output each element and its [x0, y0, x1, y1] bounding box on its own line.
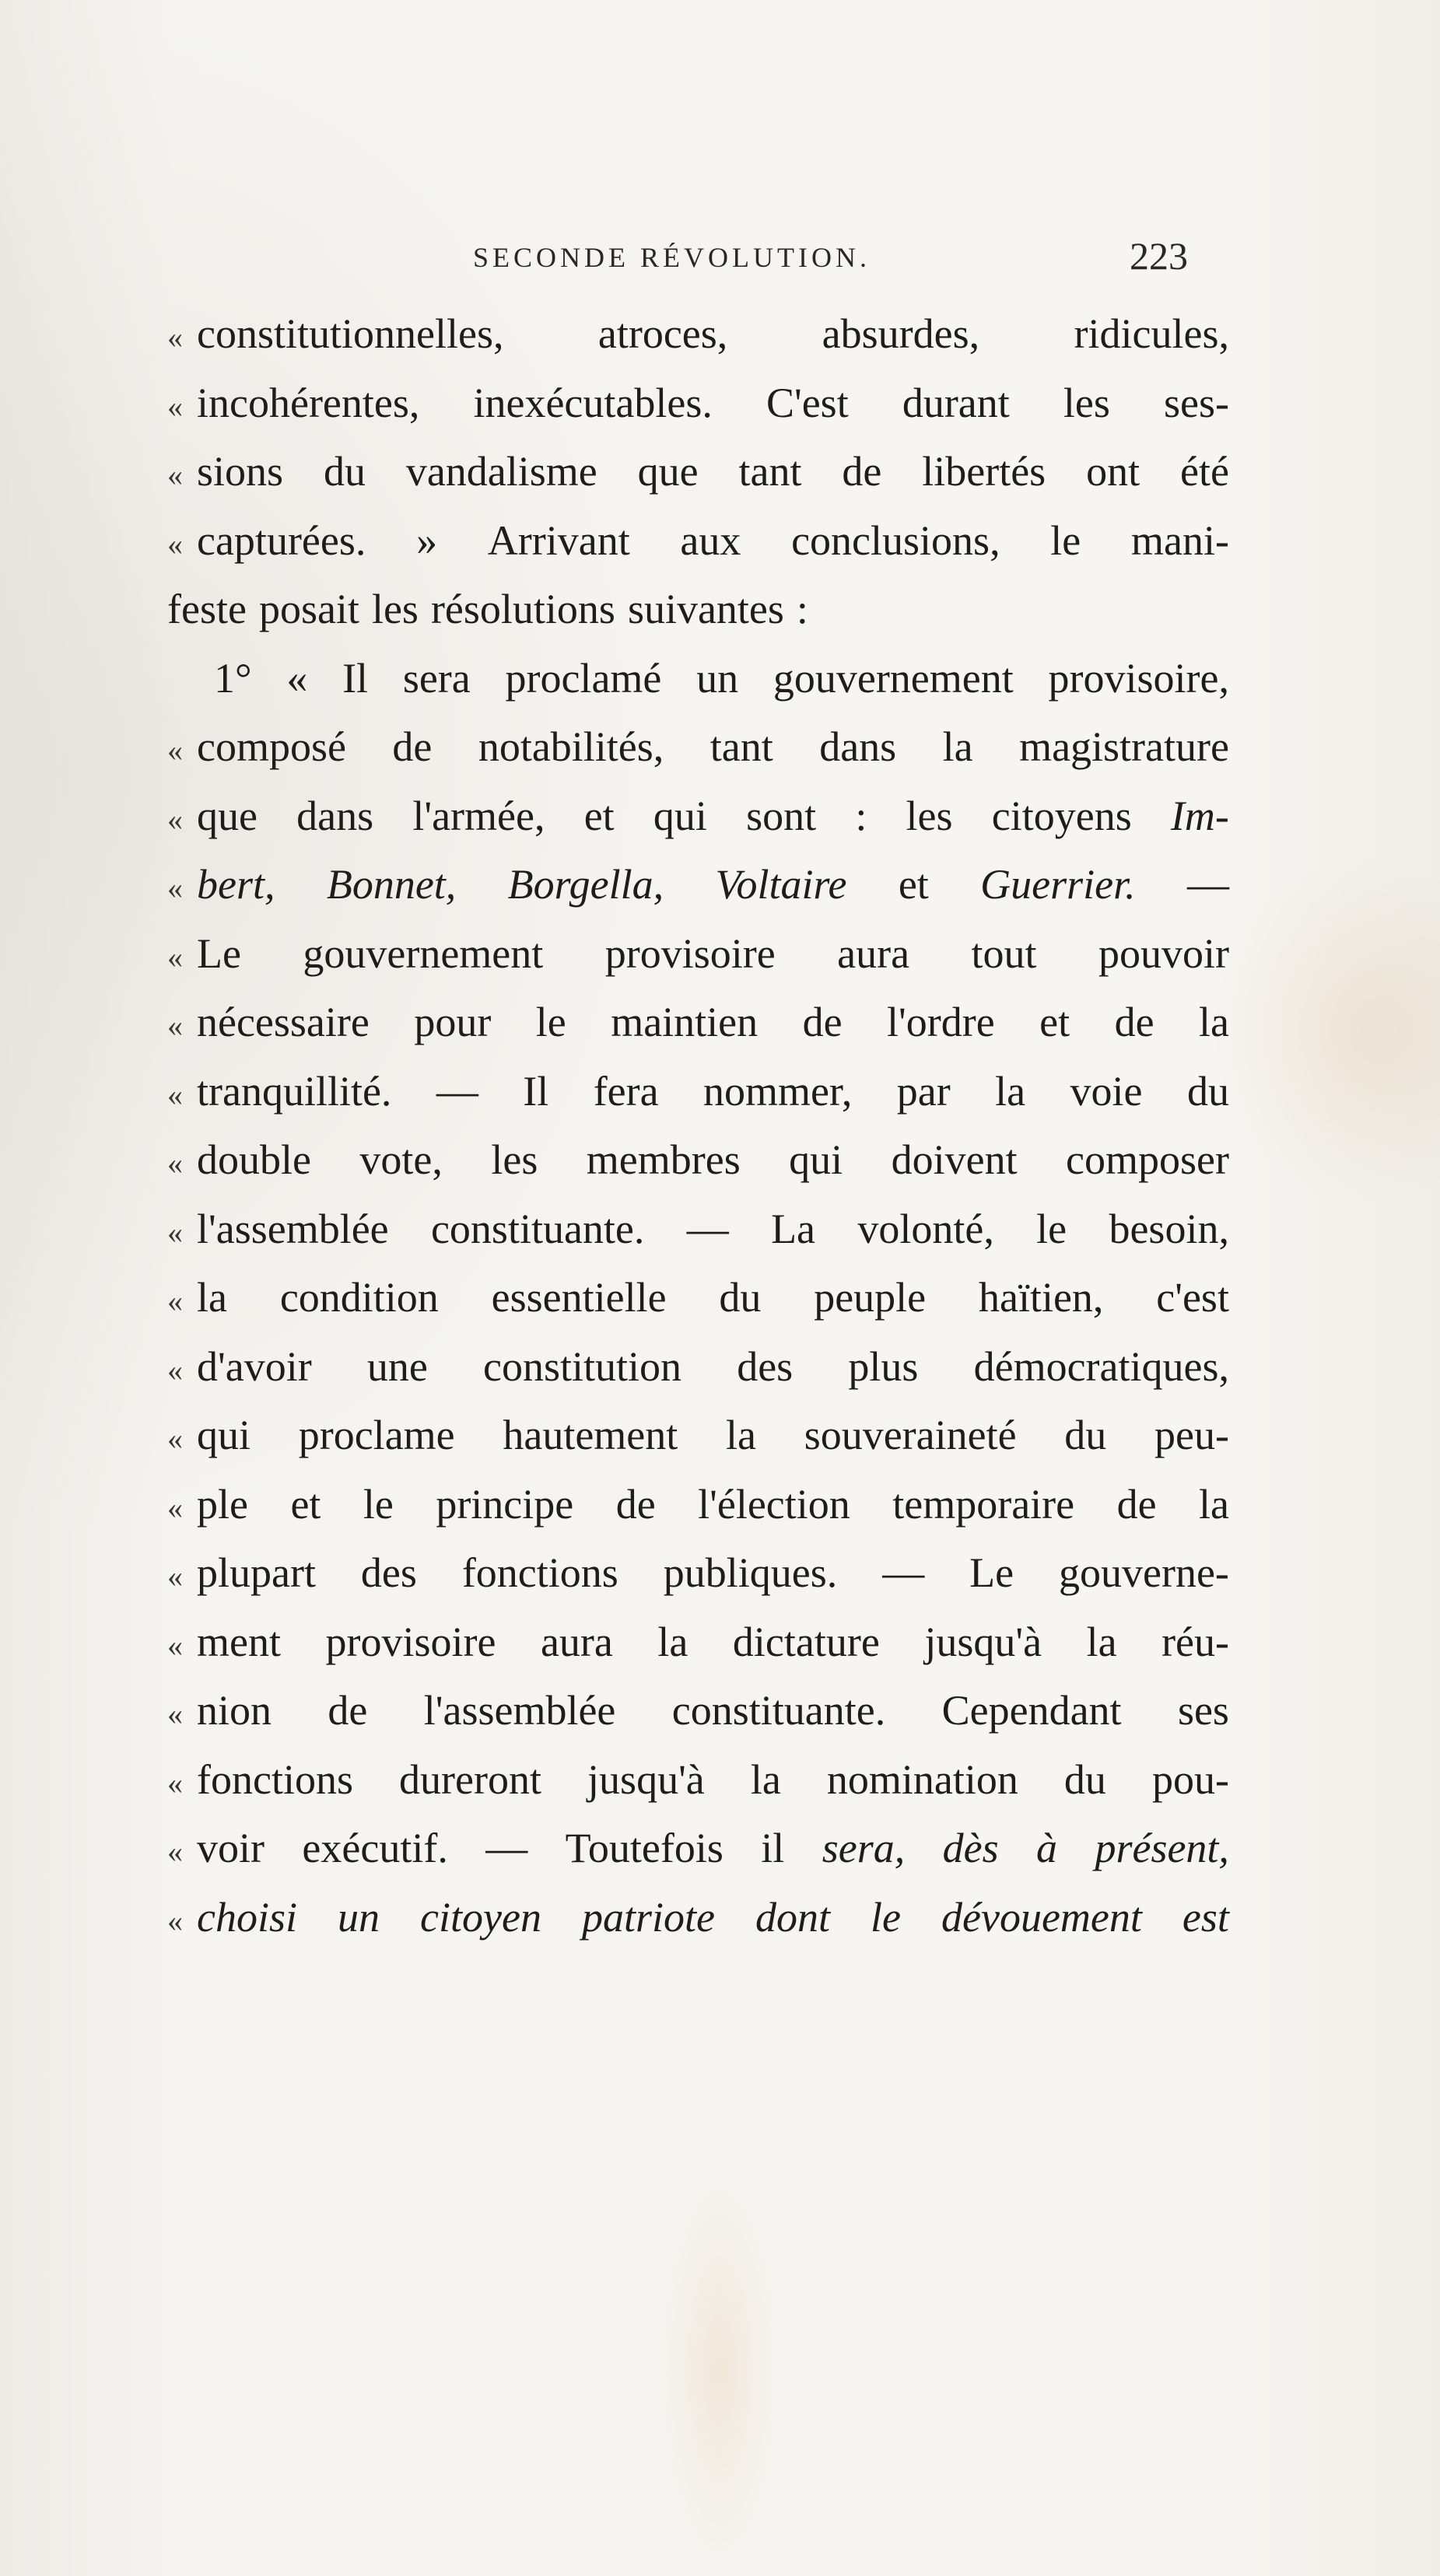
word: la — [657, 1618, 688, 1665]
word: incohérentes, — [197, 379, 420, 426]
word: voie — [1070, 1067, 1143, 1115]
word: ple — [197, 1480, 248, 1528]
text-line — [167, 998, 1229, 1067]
word: publiques. — [663, 1549, 838, 1596]
word: besoin, — [1109, 1205, 1229, 1252]
text-line — [167, 1686, 1229, 1755]
word: le — [871, 1893, 901, 1941]
word: un — [338, 1893, 380, 1941]
word: — — [686, 1205, 729, 1252]
text-line — [167, 723, 1229, 792]
word: réu- — [1161, 1618, 1229, 1665]
word: haïtien, — [978, 1274, 1104, 1321]
word: bert, — [197, 861, 275, 908]
word: sera, — [822, 1825, 906, 1871]
text-line — [167, 1618, 1229, 1687]
quote-mark: « — [167, 320, 183, 355]
word: la — [726, 1412, 756, 1458]
word: Le — [197, 929, 241, 977]
word: exécutif. — [302, 1825, 448, 1871]
word: de — [615, 1480, 656, 1528]
word: — — [436, 1067, 478, 1115]
word: du — [323, 448, 366, 495]
word: Im- — [1170, 792, 1229, 839]
word: tant — [738, 448, 802, 495]
word: — — [882, 1549, 925, 1596]
word: de — [392, 723, 433, 770]
word: la — [197, 1274, 227, 1321]
word: été — [1180, 448, 1229, 495]
word: peuple — [814, 1274, 927, 1321]
word: de — [1116, 1480, 1157, 1528]
word: ridicules, — [1074, 310, 1229, 357]
word: l'assemblée — [423, 1687, 616, 1734]
word: des — [360, 1549, 417, 1596]
word: Voltaire — [715, 861, 847, 908]
word: Le — [969, 1549, 1014, 1596]
quote-mark: « — [167, 1352, 183, 1388]
word: Cependant — [941, 1687, 1122, 1734]
word: de — [842, 448, 882, 495]
word: que — [637, 448, 699, 495]
word: suivantes — [627, 586, 784, 632]
word: constitution — [483, 1342, 682, 1390]
word: proclame — [298, 1412, 455, 1458]
word: et — [898, 861, 929, 908]
word: dévouement — [941, 1893, 1142, 1941]
text-line — [167, 1411, 1229, 1480]
word: aura — [837, 929, 910, 977]
word: « — [286, 654, 308, 702]
word: membres — [586, 1136, 741, 1183]
word: feste — [167, 586, 247, 632]
text-line — [167, 447, 1229, 516]
word: ses — [1177, 1687, 1229, 1734]
word: gouverne- — [1059, 1549, 1229, 1596]
word: de — [328, 1687, 368, 1734]
word: sera — [402, 654, 471, 702]
word: : — [855, 792, 867, 839]
word: d'avoir — [197, 1342, 312, 1390]
word: provisoire — [604, 929, 776, 977]
word: le — [1050, 516, 1081, 564]
word: ses- — [1163, 379, 1229, 426]
word: Bonnet, — [326, 861, 457, 908]
word: Toutefois — [565, 1825, 724, 1871]
word: peu- — [1154, 1412, 1229, 1458]
word: un — [696, 654, 739, 702]
word: plus — [848, 1342, 919, 1390]
word: les — [491, 1136, 538, 1183]
word: de — [802, 999, 843, 1045]
word: dans — [296, 792, 374, 839]
word: constitutionnelles, — [197, 310, 504, 357]
word: composer — [1066, 1136, 1229, 1183]
word: du — [1063, 1755, 1106, 1803]
word: vandalisme — [405, 448, 597, 495]
text-line — [167, 1205, 1229, 1274]
running-head-title: SECONDE RÉVOLUTION. — [473, 242, 871, 273]
word: des — [737, 1342, 794, 1390]
word: durant — [902, 379, 1010, 426]
word: tout — [971, 929, 1037, 977]
word: vote, — [359, 1136, 443, 1183]
word: notabilités, — [478, 723, 664, 770]
body-text — [167, 310, 1229, 1962]
word: c'est — [1156, 1274, 1229, 1321]
word: » — [416, 516, 438, 564]
text-line — [167, 1067, 1229, 1136]
word: temporaire — [892, 1480, 1075, 1528]
page-number: 223 — [1130, 234, 1188, 278]
word: résolutions — [430, 586, 615, 632]
word: l'élection — [698, 1480, 850, 1528]
word: tant — [709, 723, 773, 770]
word: tranquillité. — [197, 1067, 392, 1115]
word: Il — [342, 654, 369, 702]
word: la — [1086, 1618, 1117, 1665]
quote-mark: « — [167, 1146, 183, 1181]
word: absurdes, — [822, 310, 980, 357]
word: mani- — [1130, 516, 1229, 564]
word: dès — [942, 1825, 999, 1871]
quote-mark: « — [167, 526, 183, 562]
text-line — [167, 1136, 1229, 1205]
text-line — [167, 860, 1229, 929]
quote-mark: « — [167, 1902, 183, 1938]
word: qui — [789, 1136, 843, 1183]
word: — — [485, 1825, 528, 1871]
word: conclusions, — [791, 516, 1000, 564]
word: l'armée, — [412, 792, 545, 839]
word: il — [761, 1825, 785, 1871]
word: constituante. — [430, 1205, 645, 1252]
word: maintien — [611, 999, 759, 1045]
quote-mark: « — [167, 1489, 183, 1525]
word: 1° — [214, 654, 252, 702]
word: citoyens — [991, 792, 1132, 839]
word: la — [995, 1067, 1026, 1115]
word: pou- — [1151, 1755, 1229, 1803]
quote-mark: « — [167, 1627, 183, 1663]
word: une — [366, 1342, 428, 1390]
word: fera — [593, 1067, 659, 1115]
word: atroces, — [597, 310, 728, 357]
word: le — [535, 999, 566, 1045]
word: le — [363, 1480, 394, 1528]
word: sions — [197, 448, 284, 495]
text-line — [167, 1342, 1229, 1412]
word: capturées. — [197, 516, 366, 564]
word: Borgella, — [507, 861, 664, 908]
text-line — [167, 1824, 1229, 1893]
text-line — [167, 1273, 1229, 1342]
word: nécessaire — [197, 999, 370, 1045]
word: jusqu'à — [587, 1755, 705, 1803]
word: libertés — [922, 448, 1046, 495]
word: gouvernement — [303, 929, 544, 977]
word: les — [906, 792, 953, 839]
word: la — [1199, 1480, 1229, 1528]
word: dictature — [732, 1618, 880, 1665]
word: gouvernement — [773, 654, 1014, 702]
text-line — [167, 585, 1229, 654]
word: le — [1036, 1205, 1067, 1252]
word: les — [1063, 379, 1110, 426]
word: inexécutables. — [473, 379, 713, 426]
running-head — [0, 233, 1440, 280]
word: pour — [414, 999, 492, 1045]
word: est — [1182, 1893, 1229, 1941]
word: proclamé — [505, 654, 662, 702]
word: essentielle — [491, 1274, 667, 1321]
word: patriote — [581, 1893, 715, 1941]
word: — — [1187, 861, 1229, 908]
quote-mark: « — [167, 1765, 183, 1801]
word: pouvoir — [1098, 929, 1229, 977]
word: choisi — [197, 1893, 297, 1941]
word: aura — [540, 1618, 613, 1665]
word: du — [719, 1274, 762, 1321]
word: volonté, — [857, 1205, 994, 1252]
word: nion — [197, 1687, 272, 1734]
word: hautement — [503, 1412, 678, 1458]
word: du — [1186, 1067, 1229, 1115]
word: la — [750, 1755, 781, 1803]
word: sont — [746, 792, 817, 839]
word: nomination — [826, 1755, 1018, 1803]
text-line — [167, 379, 1229, 448]
text-line — [167, 1480, 1229, 1549]
word: et — [1039, 999, 1070, 1045]
word: C'est — [766, 379, 849, 426]
word: citoyen — [420, 1893, 541, 1941]
quote-mark: « — [167, 1214, 183, 1250]
word: qui — [653, 792, 707, 839]
quote-mark: « — [167, 1559, 183, 1594]
word: provisoire — [325, 1618, 496, 1665]
word: la — [1199, 999, 1229, 1045]
quote-mark: « — [167, 939, 183, 975]
word: ment — [197, 1618, 281, 1665]
word: dans — [819, 723, 897, 770]
word: nommer, — [703, 1067, 853, 1115]
word: souveraineté — [804, 1412, 1017, 1458]
word: qui — [197, 1412, 251, 1458]
word: et — [290, 1480, 321, 1528]
word: jusqu'à — [924, 1618, 1042, 1665]
word: les — [371, 586, 419, 632]
quote-mark: « — [167, 457, 183, 492]
quote-mark: « — [167, 1008, 183, 1043]
quote-mark: « — [167, 1283, 183, 1318]
word: La — [771, 1205, 816, 1252]
quote-mark: « — [167, 1421, 183, 1456]
word: double — [197, 1136, 311, 1183]
word: principe — [436, 1480, 574, 1528]
word: aux — [680, 516, 741, 564]
text-line — [167, 654, 1229, 723]
word: de — [1114, 999, 1154, 1045]
word: Arrivant — [487, 516, 630, 564]
word: fonctions — [461, 1549, 618, 1596]
word: voir — [197, 1825, 265, 1871]
word: composé — [197, 723, 346, 770]
word: Il — [523, 1067, 549, 1115]
quote-mark: « — [167, 388, 183, 424]
word: à — [1036, 1825, 1058, 1871]
word: que — [197, 792, 258, 839]
word: ont — [1086, 448, 1140, 495]
word: posait — [258, 586, 359, 632]
quote-mark: « — [167, 733, 183, 768]
word: et — [583, 792, 615, 839]
word: dont — [755, 1893, 830, 1941]
word: : — [796, 586, 808, 632]
quote-mark: « — [167, 801, 183, 837]
quote-mark: « — [167, 870, 183, 905]
quote-mark: « — [167, 1076, 183, 1112]
text-line — [167, 516, 1229, 586]
quote-mark: « — [167, 1834, 183, 1869]
text-line — [167, 929, 1229, 999]
word: du — [1064, 1412, 1107, 1458]
word: l'ordre — [887, 999, 995, 1045]
word: l'assemblée — [197, 1205, 389, 1252]
word: provisoire, — [1048, 654, 1229, 702]
word: démocratiques, — [973, 1342, 1229, 1390]
word: la — [942, 723, 973, 770]
word: fonctions — [197, 1755, 353, 1803]
word: dureront — [399, 1755, 541, 1803]
word: doivent — [891, 1136, 1018, 1183]
text-line — [167, 1893, 1229, 1962]
word: plupart — [197, 1549, 316, 1596]
word: magistrature — [1019, 723, 1229, 770]
word: par — [896, 1067, 951, 1115]
word: Guerrier. — [980, 861, 1136, 908]
word: présent, — [1095, 1825, 1229, 1871]
text-line — [167, 1549, 1229, 1618]
word: condition — [279, 1274, 439, 1321]
text-line — [167, 310, 1229, 379]
quote-mark: « — [167, 1696, 183, 1731]
text-line — [167, 1755, 1229, 1825]
word: constituante. — [671, 1687, 886, 1734]
text-line — [167, 792, 1229, 861]
